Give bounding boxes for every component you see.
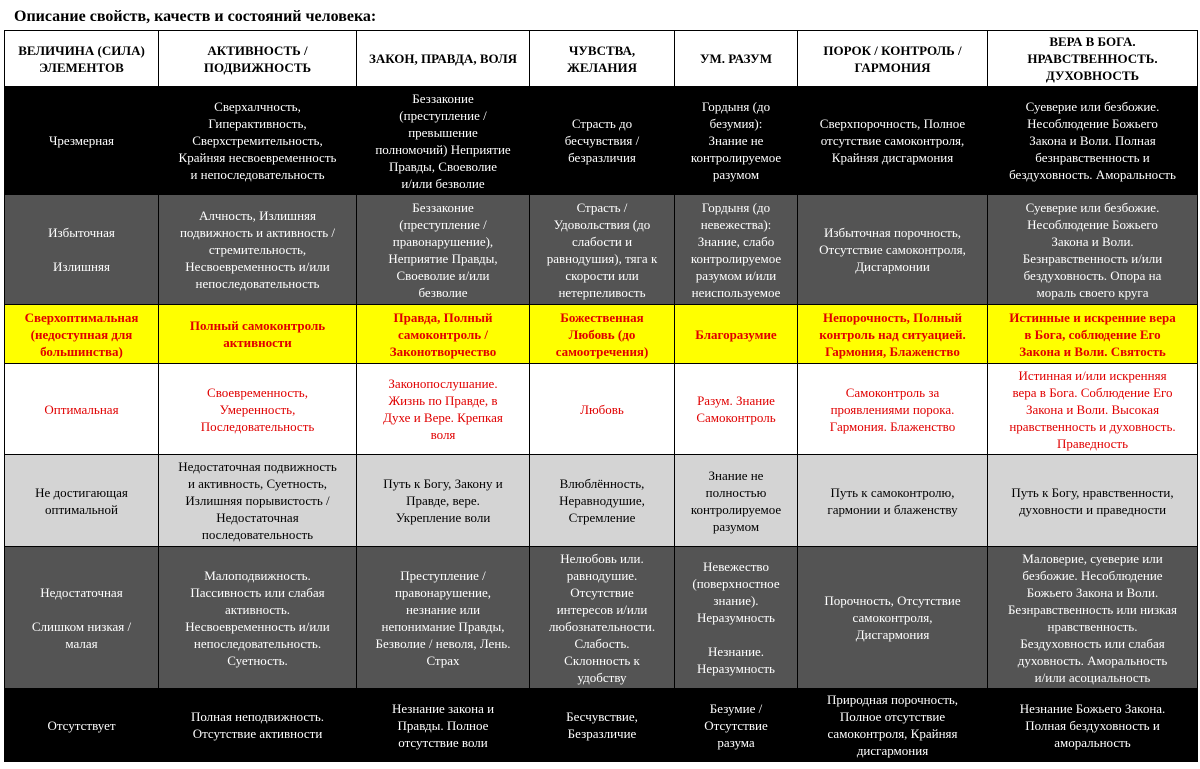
table-cell: Путь к Богу, нравственности, духовности и праведности <box>988 455 1198 547</box>
header-faith: ВЕРА В БОГА. НРАВСТВЕННОСТЬ. ДУХОВНОСТЬ <box>988 31 1198 87</box>
table-row-optimal <box>5 364 1198 455</box>
table-cell: Любовь <box>530 364 675 455</box>
table-cell: Гордыня (до невежества): Знание, слабо контролируемое разумом и/или неиспользуемое <box>675 195 798 305</box>
table-cell: Влюблённость, Неравнодушие, Стремление <box>530 455 675 547</box>
table-cell: Бесчувствие, Безразличие <box>530 689 675 762</box>
table-cell: Своевременность, Умеренность, Последовательность <box>159 364 357 455</box>
row-label: Отсутствует <box>5 689 159 762</box>
table-cell: Истинные и искренние вера в Бога, соблюдение Его Закона и Воли. Святость <box>988 305 1198 364</box>
table-row-excessive <box>5 87 1198 195</box>
header-row <box>5 31 1198 87</box>
table-row-redundant <box>5 195 1198 305</box>
table-cell: Божественная Любовь (до самоотречения) <box>530 305 675 364</box>
table-row-suboptimal <box>5 455 1198 547</box>
table-cell: Непорочность, Полный контроль над ситуацией. Гармония, Блаженство <box>798 305 988 364</box>
table-cell: Знание не полностью контролируемое разумом <box>675 455 798 547</box>
table-cell: Незнание Божьего Закона. Полная бездуховность и аморальность <box>988 689 1198 762</box>
page-title: Описание свойств, качеств и состояний человека: <box>14 8 377 25</box>
table-cell: Полная неподвижность. Отсутствие активности <box>159 689 357 762</box>
row-label: Не достигающая оптимальной <box>5 455 159 547</box>
properties-table <box>4 30 1198 762</box>
table-cell: Порочность, Отсутствие самоконтроля, Дисгармония <box>798 547 988 689</box>
table-cell: Путь к самоконтролю, гармонии и блаженству <box>798 455 988 547</box>
table-cell: Страсть до бесчувствия / безразличия <box>530 87 675 195</box>
table-cell: Полный самоконтроль активности <box>159 305 357 364</box>
table-cell: Сверхпорочность, Полное отсутствие самоконтроля, Крайняя дисгармония <box>798 87 988 195</box>
header-magnitude: ВЕЛИЧИНА (СИЛА) ЭЛЕМЕНТОВ <box>5 31 159 87</box>
header-feelings: ЧУВСТВА, ЖЕЛАНИЯ <box>530 31 675 87</box>
table-cell: Путь к Богу, Закону и Правде, вере. Укрепление воли <box>357 455 530 547</box>
table-cell: Правда, Полный самоконтроль / Законотворчество <box>357 305 530 364</box>
table-cell: Нелюбовь или. равнодушие. Отсутствие интересов и/или любознательности. Слабость. Склонность к удобству <box>530 547 675 689</box>
table-cell: Разум. Знание Самоконтроль <box>675 364 798 455</box>
table-cell: Беззаконие (преступление / превышение полномочий) Неприятие Правды, Своеволие и/или безволие <box>357 87 530 195</box>
table-cell: Сверхалчность, Гиперактивность, Сверхстремительность, Крайняя несвоевременность и непоследовательность <box>159 87 357 195</box>
header-law: ЗАКОН, ПРАВДА, ВОЛЯ <box>357 31 530 87</box>
table-cell: Алчность, Излишняя подвижность и активность / стремительность, Несвоевременность и/или непоследовательность <box>159 195 357 305</box>
table-cell: Безумие / Отсутствие разума <box>675 689 798 762</box>
table-cell: Маловерие, суеверие или безбожие. Несоблюдение Божьего Закона и Воли. Безнравственность или низкая нравственность. Бездуховность или слабая духовность. Аморальность и/или асоциальность <box>988 547 1198 689</box>
table-cell: Суеверие или безбожие. Несоблюдение Божьего Закона и Воли. Безнравственность и/или бездуховность. Опора на мораль своего круга <box>988 195 1198 305</box>
table-cell: Недостаточная подвижность и активность, Суетность, Излишняя порывистость / Недостаточная последовательность <box>159 455 357 547</box>
table-cell: Преступление / правонарушение, незнание или непонимание Правды, Безволие / неволя, Лень. Страх <box>357 547 530 689</box>
table-cell: Законопослушание. Жизнь по Правде, в Духе и Вере. Крепкая воля <box>357 364 530 455</box>
table-row-insufficient <box>5 547 1198 689</box>
table-cell: Истинная и/или искренняя вера в Бога. Соблюдение Его Закона и Воли. Высокая нравственность и духовность. Праведность <box>988 364 1198 455</box>
table-cell: Избыточная порочность, Отсутствие самоконтроля, Дисгармонии <box>798 195 988 305</box>
header-mind: УМ. РАЗУМ <box>675 31 798 87</box>
table-cell: Невежество (поверхностное знание). Неразумность Незнание. Неразумность <box>675 547 798 689</box>
table-cell: Гордыня (до безумия): Знание не контролируемое разумом <box>675 87 798 195</box>
header-activity: АКТИВНОСТЬ / ПОДВИЖНОСТЬ <box>159 31 357 87</box>
table-row-absent <box>5 689 1198 762</box>
table-cell: Суеверие или безбожие. Несоблюдение Божьего Закона и Воли. Полная безнравственность и бездуховность. Аморальность <box>988 87 1198 195</box>
table-row-superoptimal <box>5 305 1198 364</box>
header-vice: ПОРОК / КОНТРОЛЬ / ГАРМОНИЯ <box>798 31 988 87</box>
row-label: Сверхоптимальная (недоступная для большинства) <box>5 305 159 364</box>
table-cell: Природная порочность, Полное отсутствие самоконтроля, Крайняя дисгармония <box>798 689 988 762</box>
table-cell: Самоконтроль за проявлениями порока. Гармония. Блаженство <box>798 364 988 455</box>
row-label: Избыточная Излишняя <box>5 195 159 305</box>
table-cell: Малоподвижность. Пассивность или слабая активность. Несвоевременность и/или непоследовательность. Суетность. <box>159 547 357 689</box>
table-cell: Беззаконие (преступление / правонарушение), Неприятие Правды, Своеволие и/или безволие <box>357 195 530 305</box>
row-label: Недостаточная Слишком низкая / малая <box>5 547 159 689</box>
table-cell: Незнание закона и Правды. Полное отсутствие воли <box>357 689 530 762</box>
table-cell: Благоразумие <box>675 305 798 364</box>
table-cell: Страсть / Удовольствия (до слабости и равнодушия), тяга к скорости или нетерпеливость <box>530 195 675 305</box>
row-label: Оптимальная <box>5 364 159 455</box>
row-label: Чрезмерная <box>5 87 159 195</box>
